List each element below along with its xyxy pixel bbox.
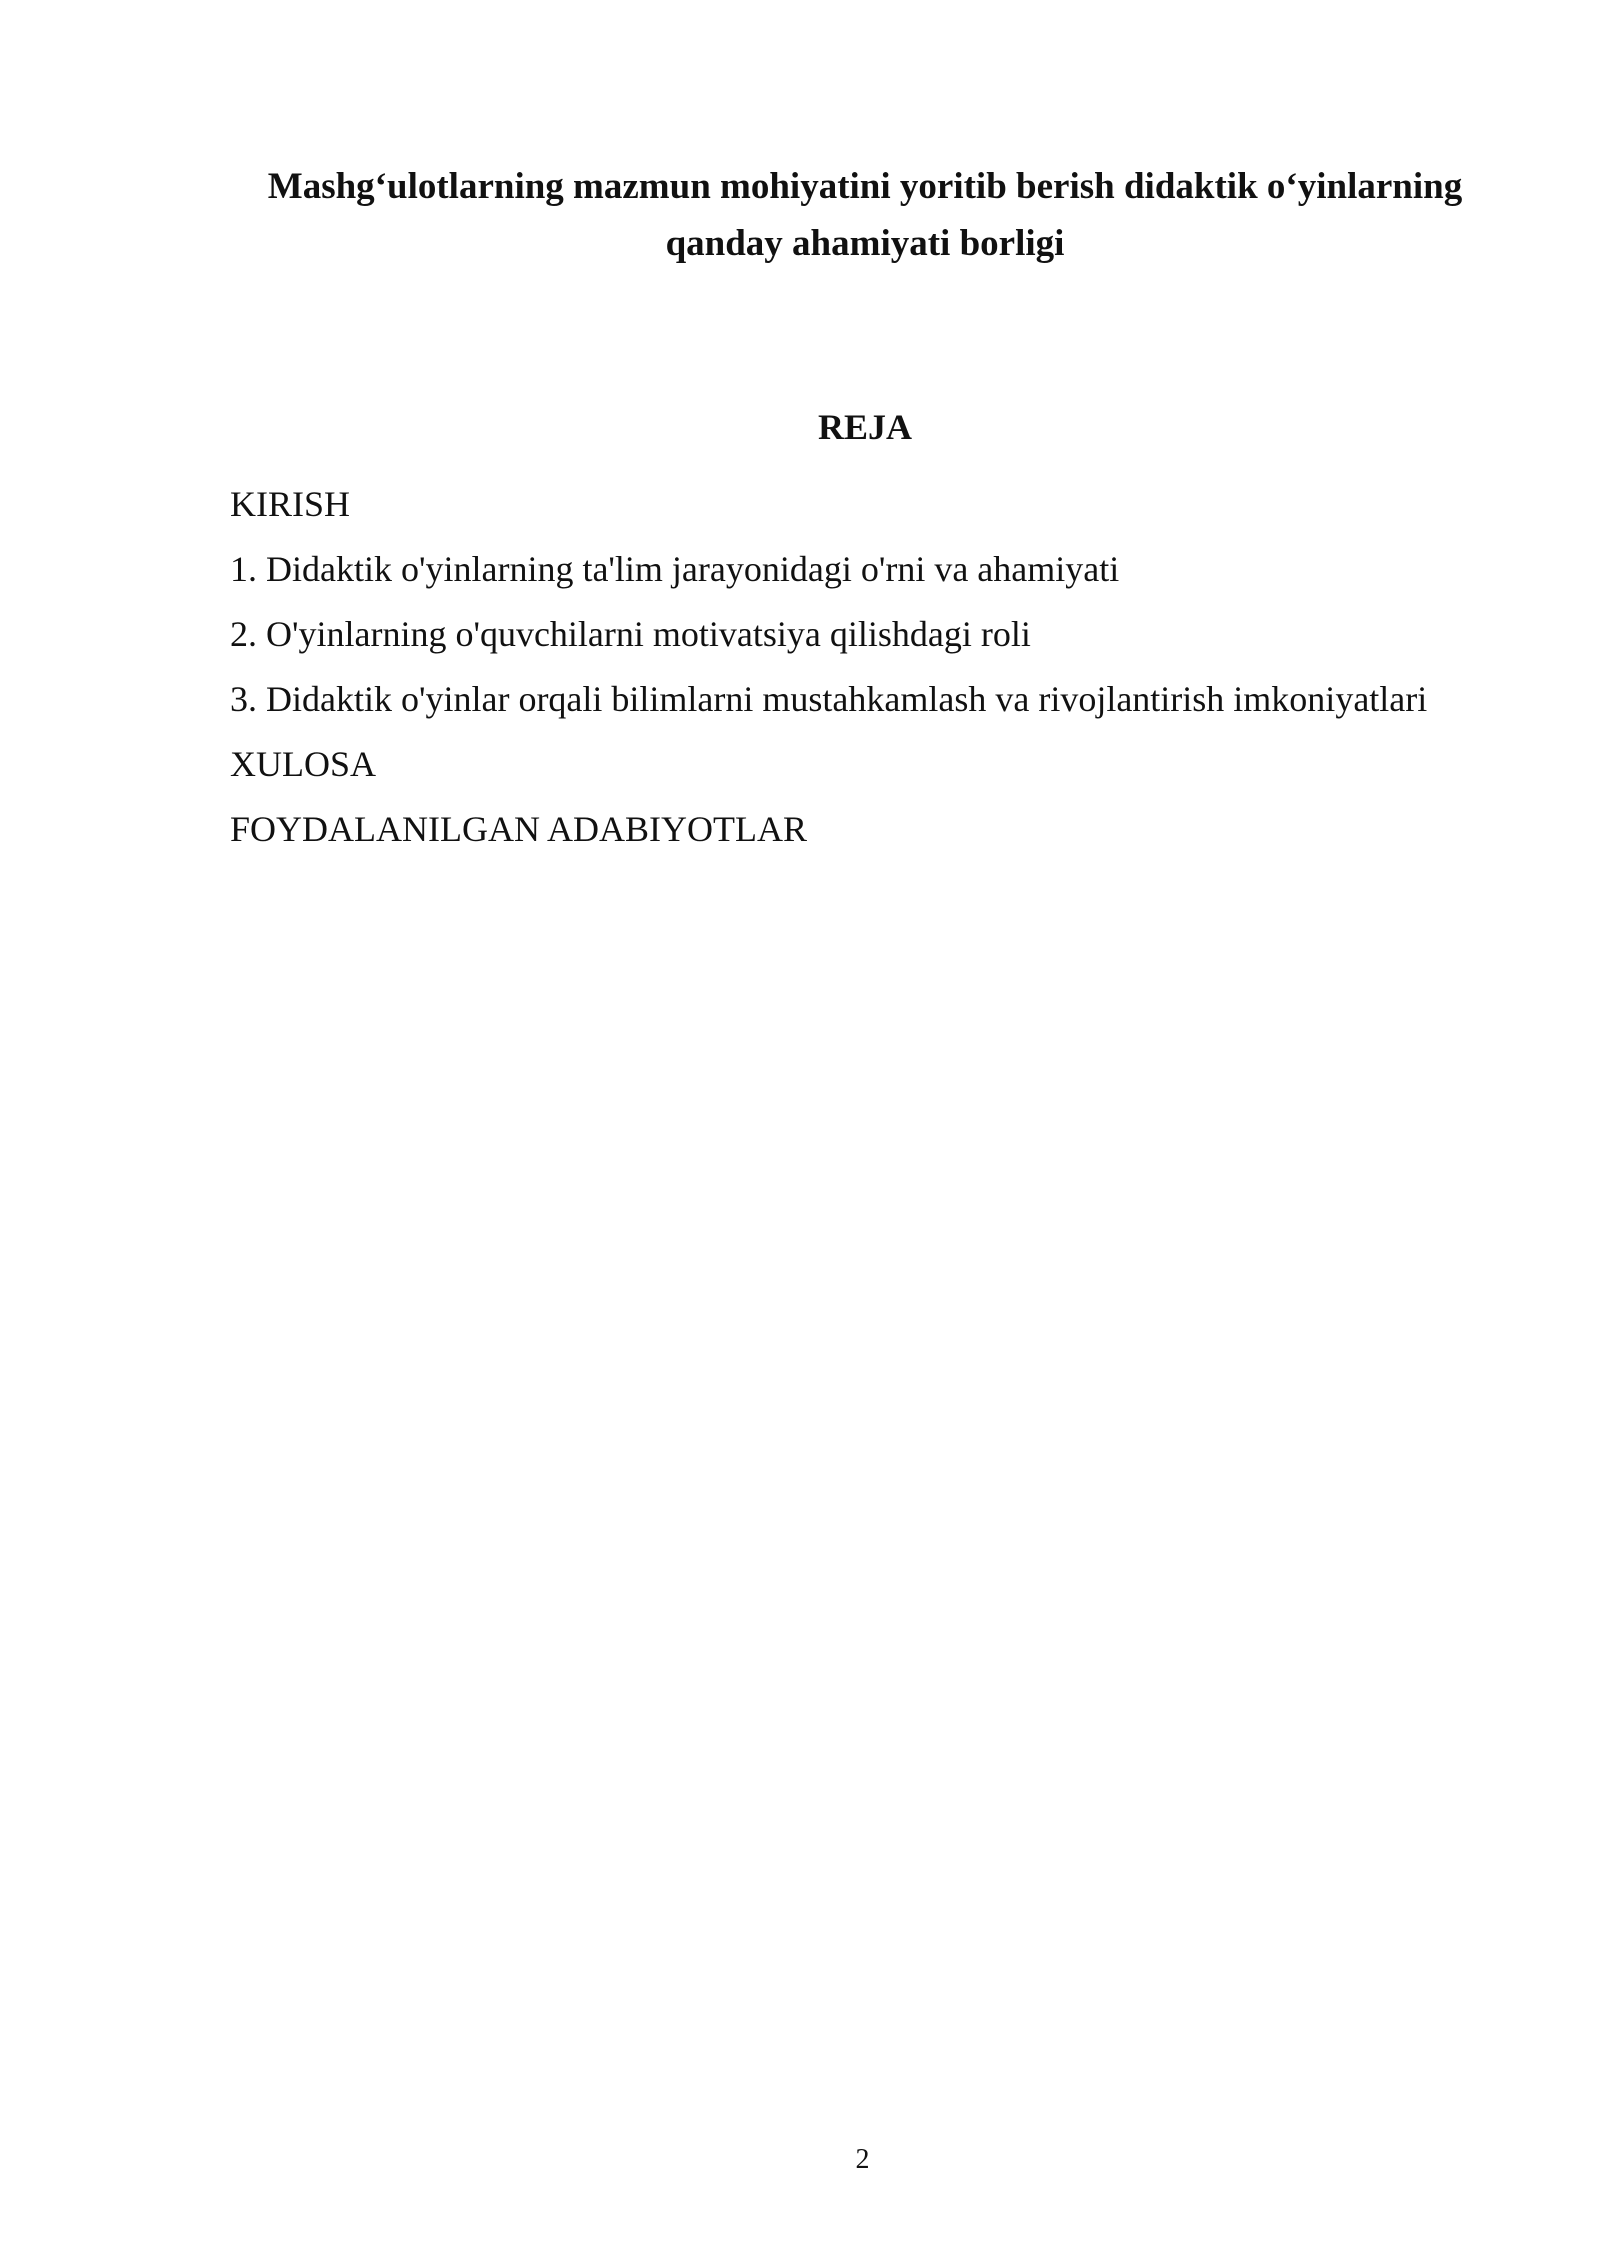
document-title: Mashg‘ulotlarning mazmun mohiyatini yoritib berish didaktik o‘yinlarning qanday ahamiyati borligi [267,166,1463,264]
plan-item-references: FOYDALANILGAN ADABIYOTLAR [230,809,807,849]
plan-item-1: 1. Didaktik o'yinlarning ta'lim jarayonidagi o'rni va ahamiyati [230,549,1120,589]
plan-list [230,472,1550,862]
plan-heading: REJA [817,407,912,447]
plan-item-3: 3. Didaktik o'yinlar orqali bilimlarni mustahkamlash va rivojlantirish imkoniyatlari [230,679,1428,719]
plan-item-conclusion: XULOSA [230,744,377,784]
plan-item-2: 2. O'yinlarning o'quvchilarni motivatsiya qilishdagi roli [230,614,1031,654]
plan-item-introduction: KIRISH [230,484,351,524]
page-number: 2 [855,2144,870,2175]
